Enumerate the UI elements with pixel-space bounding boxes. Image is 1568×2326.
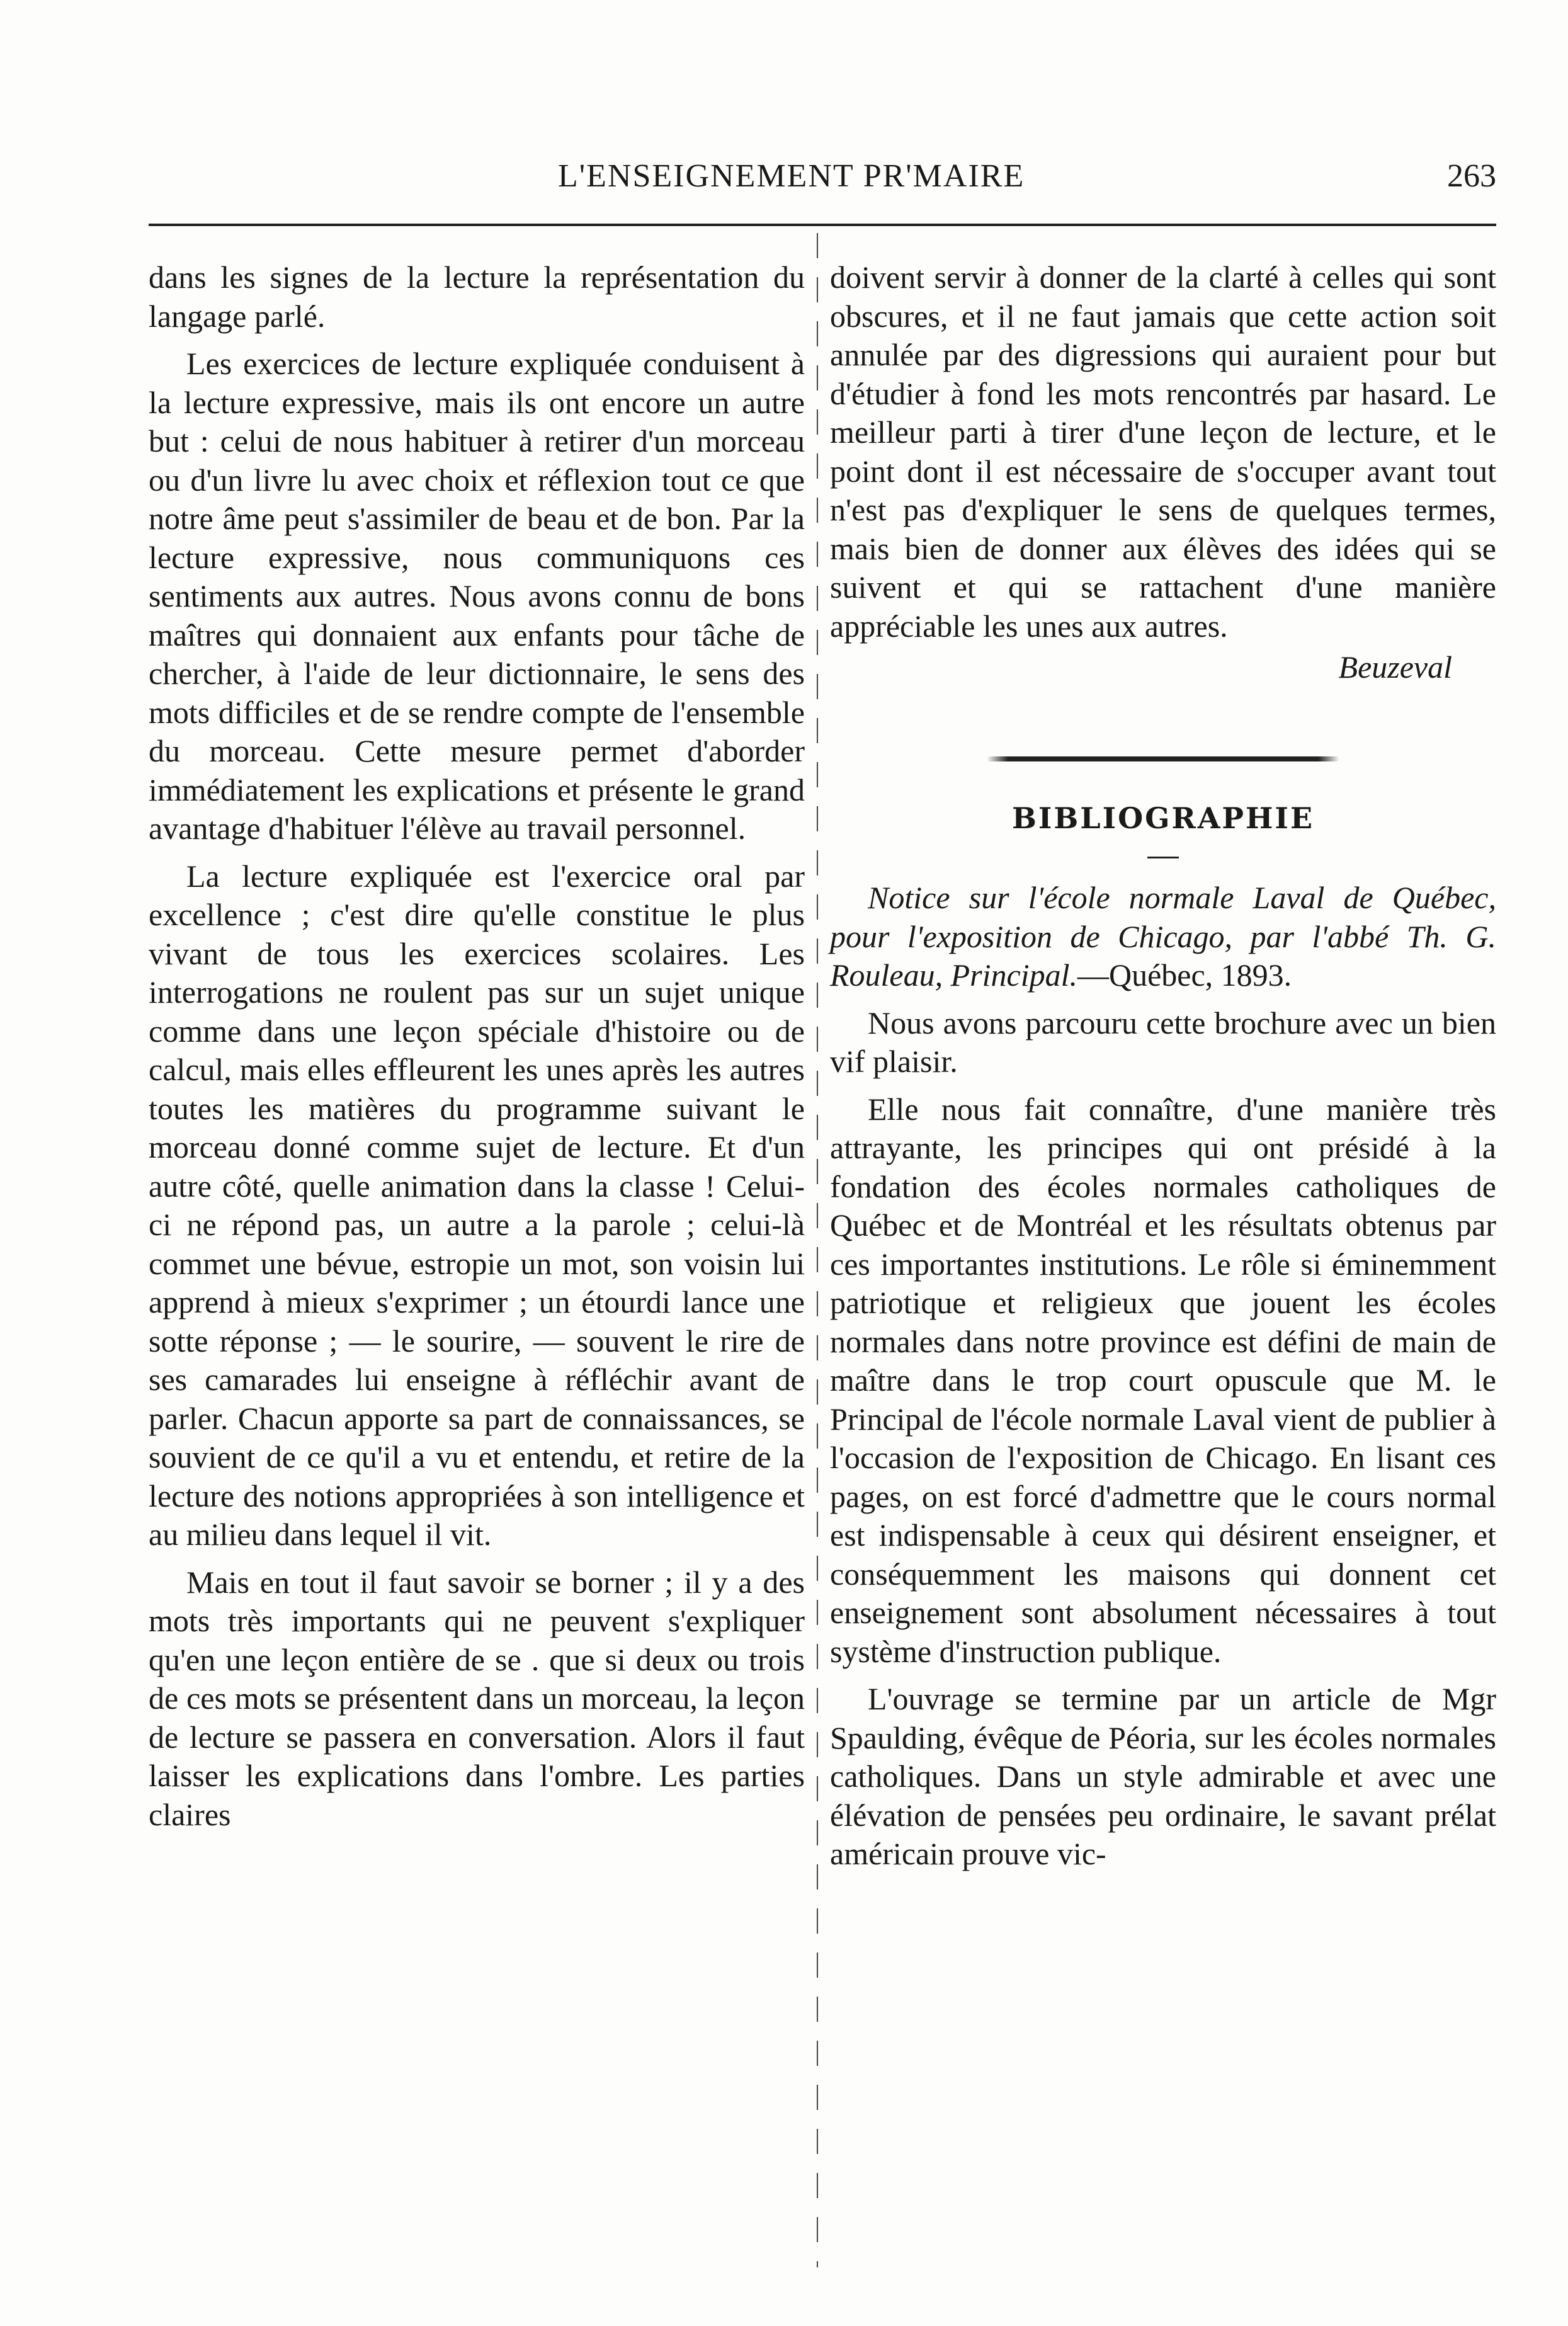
header-rule — [149, 224, 1496, 226]
page-header — [149, 157, 1496, 208]
paragraph: L'ouvrage se termine par un article de Mgr Spaulding, évêque de Péoria, sur les écoles normales catholiques. Dans un style admirable et avec une élévation de pensées peu ordinaire, le savant prélat américain prouve vic- — [830, 1681, 1496, 1871]
paragraph: Elle nous fait connaître, d'une manière très attrayante, les principes qui ont présidé à la fondation des écoles normales catholiques de Québec et de Montréal et les résultats obtenus par ces importantes institutions. Le rôle si éminemment patriotique et religieux que jouent les écoles normales dans notre province est défini de main de maître dans le trop court opuscule que M. le Principal de l'école normale Laval vient de publier à l'occasion de l'exposition de Chicago. En lisant ces pages, on est forcé d'admettre que le cours normal est indispensable à ceux qui désirent enseigner, et conséquemment les maisons qui donnent cet enseignement sont absolument nécessaires à tout système d'instruction publique. — [830, 1091, 1496, 1669]
right-column — [830, 258, 1496, 1874]
running-title: L'ENSEIGNEMENT PR'MAIRE — [558, 158, 1025, 194]
section-title: BIBLIOGRAPHIE — [1011, 801, 1315, 835]
paragraph: doivent servir à donner de la clarté à celles qui sont obscures, et il ne faut jamais que cette action soit annulée par des digressions qui auraient pour but d'étudier à fond les mots rencontrés par hasard. Le meilleur parti à tirer d'une leçon de lecture, et le point dont il est nécessaire de s'occuper avant tout n'est pas d'expliquer le sens de quelques termes, mais bien de donner aux élèves des idées qui se suivent et qui se rattachent d'une manière appréciable les unes aux autres. — [830, 259, 1496, 644]
author-signature: Beuzeval — [1338, 649, 1452, 685]
book-reference-title: Notice sur l'école normale Laval de Québec, pour l'exposition de Chicago, par l'abbé Th. G. Rouleau, Principal. — [830, 880, 1496, 993]
book-reference-place: —Québec, 1893. — [1077, 957, 1292, 993]
paragraph: La lecture expliquée est l'exercice oral par excellence ; c'est dire qu'elle constitue le plus vivant de tous les exercices scolaires. Les interrogations ne roulent pas sur un sujet unique comme dans une leçon spéciale d'histoire ou de calcul, mais elles effleurent les unes après les autres toutes les matières du programme suivant le morceau donné comme sujet de lecture. Et d'un autre côté, quelle animation dans la classe ! Celui-ci ne répond pas, un autre a la parole ; celui-là commet une bévue, estropie un mot, son voisin lui apprend à mieux s'exprimer ; un étourdi lance une sotte réponse ; — le sourire, — souvent le rire de ses camarades lui enseigne à réfléchir avant de parler. Chacun apporte sa part de connaissances, se souvient de ce qu'il a vu et entendu, et retire de la lecture des notions appropriées à son intelligence et au milieu dans lequel il vit. — [149, 858, 805, 1552]
ornamental-divider — [987, 756, 1339, 761]
title-dash — [1147, 857, 1179, 858]
paragraph: Nous avons parcouru cette brochure avec un bien vif plaisir. — [830, 1005, 1496, 1079]
book-reference — [830, 879, 1496, 995]
column-divider — [817, 233, 818, 2267]
left-column — [149, 258, 805, 1834]
page-number: 263 — [1447, 158, 1496, 194]
paragraph: dans les signes de la lecture la représentation du langage parlé. — [149, 259, 805, 334]
paragraph: Les exercices de lecture expliquée conduisent à la lecture expressive, mais ils ont encore un autre but : celui de nous habituer à retirer d'un morceau ou d'un livre lu avec choix et réflexion tout ce que notre âme peut s'assimiler de beau et de bon. Par la lecture expressive, nous communiquons ces sentiments aux autres. Nous avons connu de bons maîtres qui donnaient aux enfants pour tâche de chercher, à l'aide de leur dictionnaire, le sens des mots difficiles et de se rendre compte de l'ensemble du morceau. Cette mesure permet d'aborder immédiatement les explications et présente le grand avantage d'habituer l'élève au travail personnel. — [149, 346, 805, 846]
paragraph: Mais en tout il faut savoir se borner ; il y a des mots très importants qui ne peuvent s'expliquer qu'en une leçon entière de se . que si deux ou trois de ces mots se présentent dans un morceau, la leçon de lecture se passera en conversation. Alors il faut laisser les explications dans l'ombre. Les parties claires — [149, 1564, 805, 1832]
